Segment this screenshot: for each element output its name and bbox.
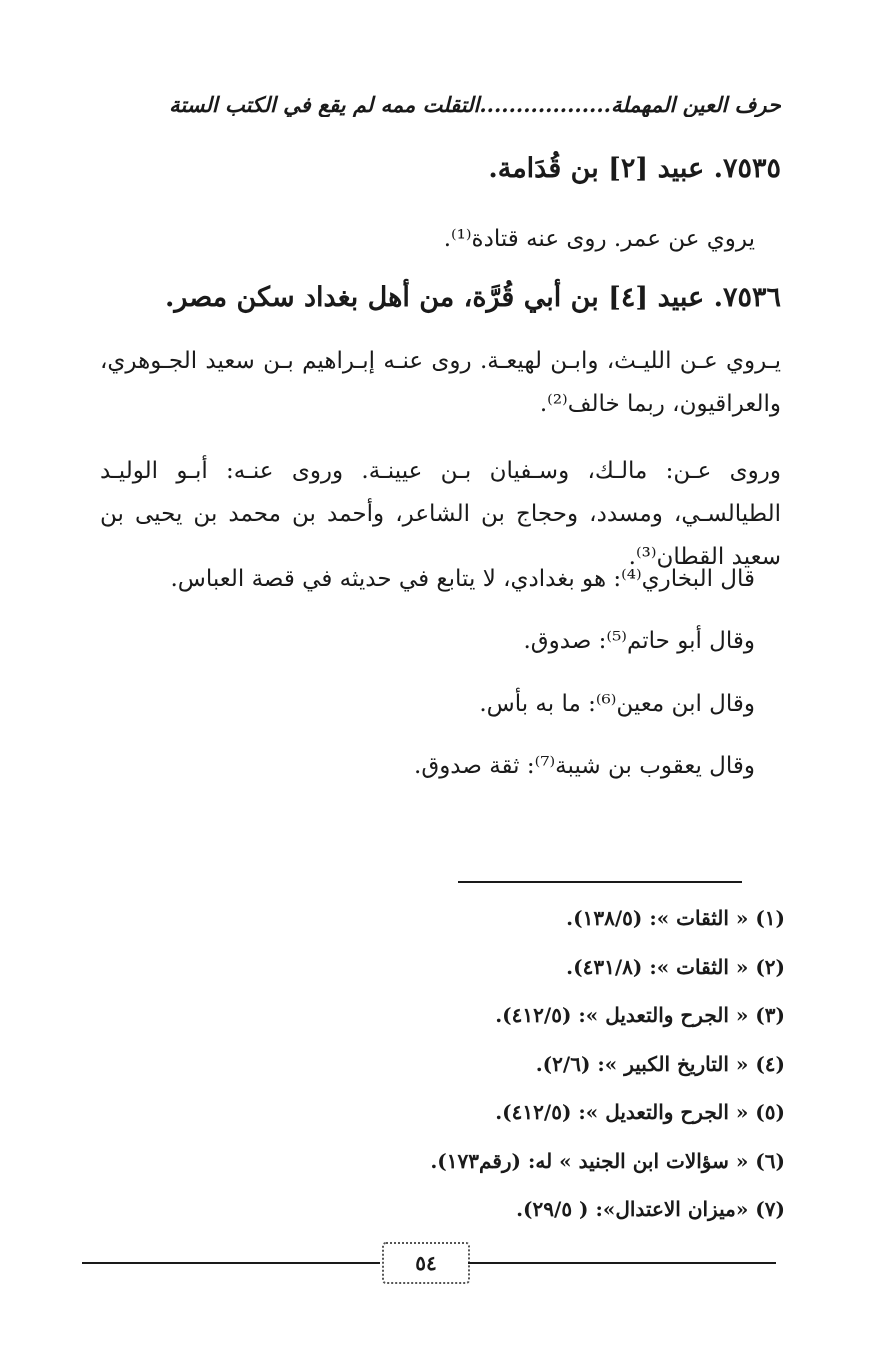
entry-7536-paragraph-2: وروى عـن: مالـك، وسـفيان بـن عيينـة. وروى عنـه: أبـو الوليـد الطيالسـي، ومسدد، وحجاج بن الشاعر، وأحمد بن محمد بن يحيى بن سعيد القطان⁽³⁾.	[100, 458, 781, 570]
footnote: (١) « الثقات »: (١٣٨/٥).	[566, 906, 785, 930]
entry-7536-paragraph-3: قال البخاري⁽⁴⁾: هو بغدادي، لا يتابع في حديثه في قصة العباس.	[170, 566, 755, 592]
entry-7536-paragraph-6: وقال يعقوب بن شيبة⁽⁷⁾: ثقة صدوق.	[414, 753, 755, 779]
entry-7536-paragraph-4: وقال أبو حاتم⁽⁵⁾: صدوق.	[523, 628, 755, 654]
entry-title-7535: ٧٥٣٥. عبيد [٢] بن قُدَامة.	[488, 153, 781, 184]
entry-title-7536: ٧٥٣٦. عبيد [٤] بن أبي قُرَّة، من أهل بغداد سكن مصر.	[164, 282, 781, 313]
footnote: (٧) «ميزان الاعتدال»: ( ٢٩/٥).	[516, 1197, 785, 1221]
footnote: (٢) « الثقات »: (٤٣١/٨).	[566, 954, 785, 979]
entry-7536-paragraph-1: يـروي عـن الليـث، وابـن لهيعـة. روى عنـه إبـراهيم بـن سعيد الجـوهري، والعراقيون، ربما خالف⁽²⁾.	[100, 348, 781, 417]
entry-7535-paragraph: يروي عن عمر. روى عنه قتادة⁽¹⁾.	[443, 226, 755, 252]
footnote-separator	[458, 881, 742, 883]
entry-7536-paragraph-5: وقال ابن معين⁽⁶⁾: ما به بأس.	[479, 691, 755, 717]
footnote: (٦) « سؤالات ابن الجنيد » له: (رقم١٧٣).	[430, 1148, 785, 1173]
footnotes-list	[100, 898, 785, 1238]
footnote: (٥) « الجرح والتعديل »: (٤١٢/٥).	[495, 1100, 785, 1124]
running-head: حرف العين المهملة..................التقلت ممه لم يقع في الكتب الستة	[169, 92, 781, 117]
footnote: (٤) « التاريخ الكبير »: (٢/٦).	[535, 1051, 785, 1076]
footnote: (٣) « الجرح والتعديل »: (٤١٢/٥).	[495, 1003, 785, 1027]
page-number: ٥٤	[382, 1242, 470, 1284]
bottom-rule-left	[82, 1262, 380, 1264]
bottom-rule-right	[468, 1262, 776, 1264]
